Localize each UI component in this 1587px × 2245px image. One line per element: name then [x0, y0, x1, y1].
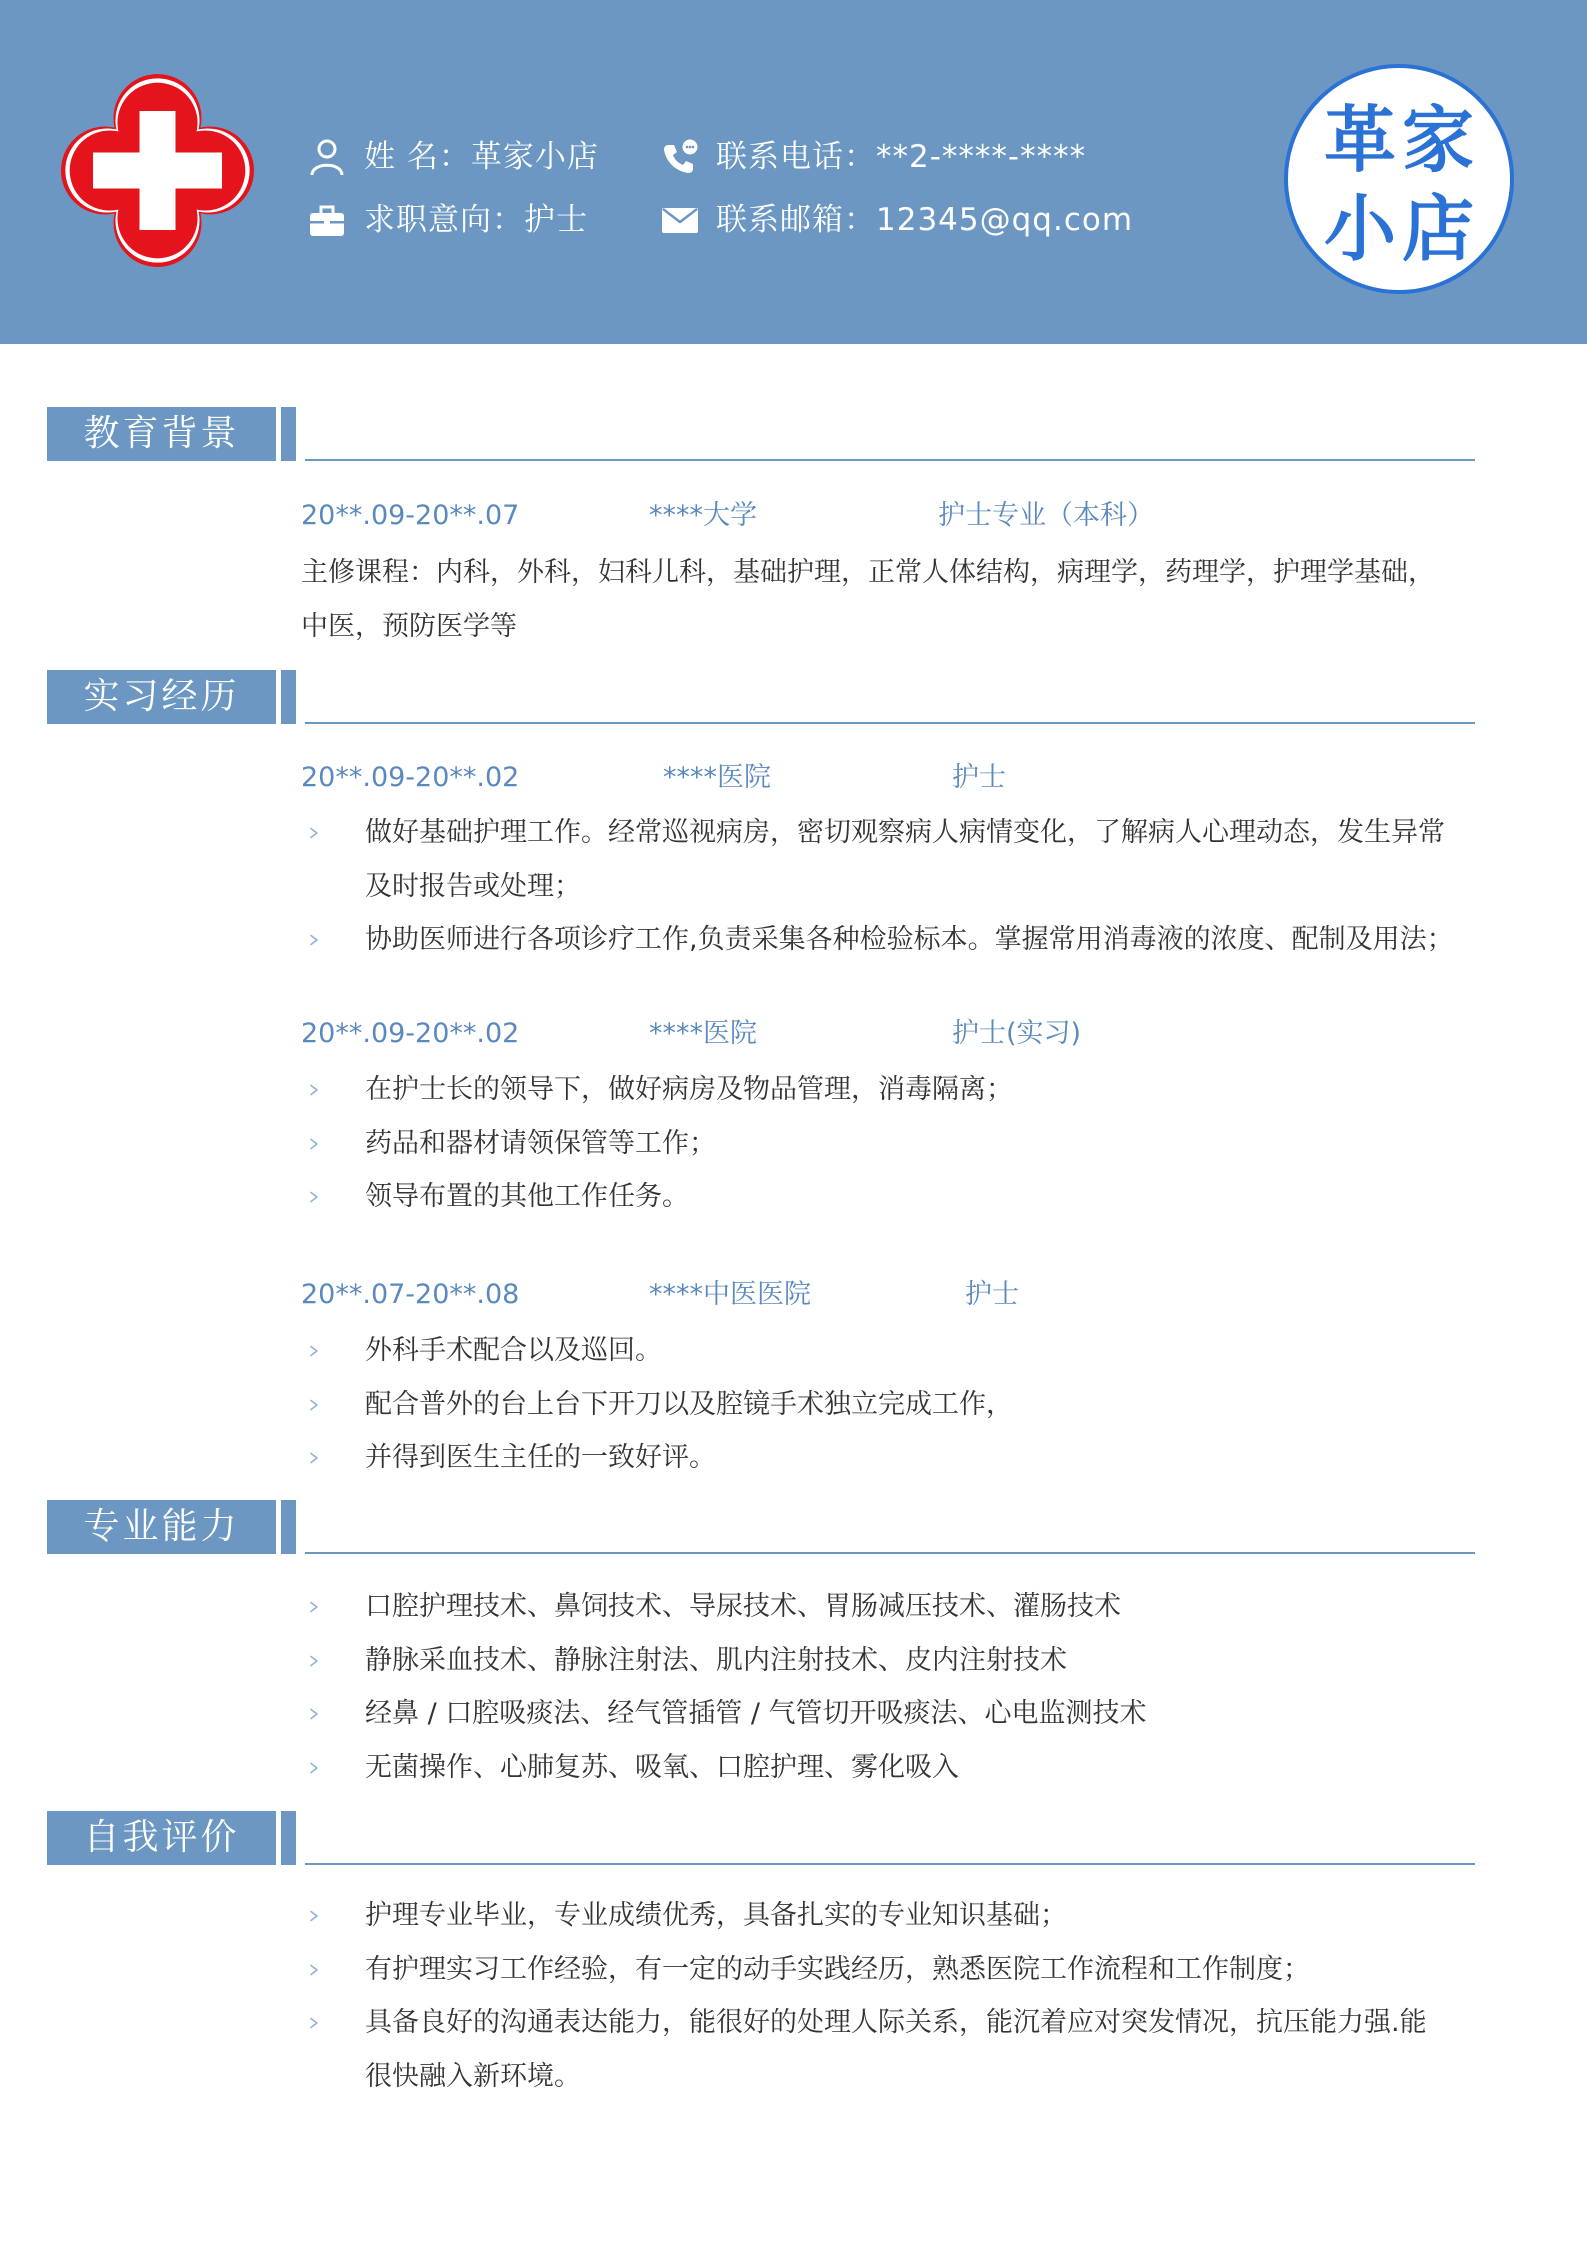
bullet-item	[365, 1889, 1427, 1943]
chevron-right-icon	[308, 1452, 320, 1464]
bullet-text: 静脉采血技术、静脉注射法、肌内注射技术、皮内注射技术	[365, 1644, 1067, 1676]
section-divider	[305, 1552, 1475, 1554]
bullet-text: 经鼻 / 口腔吸痰法、经气管插管 / 气管切开吸痰法、心电监测技术	[365, 1698, 1147, 1730]
experience-hospital: ****医院	[649, 1018, 757, 1049]
section-accent-bar	[281, 670, 296, 724]
bullet-item	[365, 1170, 1013, 1224]
header-band	[0, 0, 1587, 344]
chevron-right-icon	[308, 827, 320, 839]
person-icon	[307, 137, 347, 177]
section-divider	[305, 722, 1475, 724]
bullet-item	[365, 1634, 1147, 1688]
bullet-text: 护理专业毕业，专业成绩优秀，具备扎实的专业知识基础；	[365, 1900, 1067, 1931]
chevron-right-icon	[308, 1964, 320, 1976]
name-field: 姓 名：革家小店	[364, 139, 599, 175]
bullet-text: 协助医师进行各项诊疗工作,负责采集各种检验标本。掌握常用消毒液的浓度、配制及用法；	[365, 924, 1454, 956]
mail-icon	[660, 200, 700, 240]
experience-hospital: ****医院	[663, 762, 771, 793]
experience-list	[365, 1324, 1013, 1485]
section-accent-bar	[281, 1811, 296, 1865]
chevron-right-icon	[308, 1708, 320, 1720]
experience-role: 护士(实习)	[952, 1018, 1082, 1049]
courses-line: 中医，预防医学等	[301, 610, 517, 642]
education-period: 20**.09-20**.07	[301, 500, 520, 531]
section-title: 自我评价	[47, 1811, 276, 1865]
education-major: 护士专业（本科）	[938, 500, 1154, 531]
bullet-item	[365, 1580, 1147, 1634]
email-field: 联系邮箱：12345@qq.com	[716, 202, 1134, 238]
bullet-item	[365, 1117, 1013, 1171]
bullet-text: 领导布置的其他工作任务。	[365, 1181, 689, 1213]
experience-role: 护士	[952, 762, 1006, 793]
experience-row	[301, 1268, 1481, 1322]
objective-field: 求职意向：护士	[364, 202, 588, 238]
education-school: ****大学	[649, 500, 757, 531]
red-cross-logo	[54, 72, 261, 269]
chevron-right-icon	[308, 1910, 320, 1922]
experience-row	[301, 751, 1481, 805]
experience-period: 20**.09-20**.02	[301, 1018, 520, 1049]
chevron-right-icon	[308, 1191, 320, 1203]
courses-line: 主修课程：内科，外科，妇科儿科，基础护理，正常人体结构，病理学，药理学，护理学基础，	[301, 557, 1435, 588]
chevron-right-icon	[308, 1138, 320, 1150]
badge-line-2: 小店	[1323, 186, 1480, 271]
section-experience-header	[0, 670, 1587, 724]
bullet-item	[365, 1741, 1147, 1795]
bullet-text: 配合普外的台上台下开刀以及腔镜手术独立完成工作，	[365, 1388, 1013, 1420]
chevron-right-icon	[308, 1762, 320, 1774]
bullet-text: 有护理实习工作经验，有一定的动手实践经历，熟悉医院工作流程和工作制度；	[365, 1953, 1310, 1985]
bullet-text: 并得到医生主任的一致好评。	[365, 1442, 716, 1474]
education-courses	[301, 546, 1435, 653]
section-divider	[305, 1863, 1475, 1865]
phone-field: 联系电话：**2-****-****	[716, 139, 1087, 175]
bullet-item	[365, 1324, 1013, 1378]
skills-list	[365, 1580, 1147, 1794]
bullet-text: 及时报告或处理；	[365, 870, 581, 902]
badge-line-1: 革家	[1323, 97, 1480, 182]
bullet-text: 具备良好的沟通表达能力，能很好的处理人际关系，能沉着应对突发情况，抗压能力强.能	[365, 2007, 1427, 2039]
section-title: 专业能力	[47, 1500, 276, 1554]
bullet-text: 药品和器材请领保管等工作；	[365, 1127, 716, 1159]
bullet-text: 在护士长的领导下，做好病房及物品管理，消毒隔离；	[365, 1074, 1013, 1105]
shop-badge-logo	[1284, 64, 1514, 294]
chevron-right-icon	[308, 1601, 320, 1613]
experience-row	[301, 1007, 1481, 1061]
section-title: 教育背景	[47, 407, 276, 461]
bullet-item	[365, 1996, 1427, 2103]
briefcase-icon	[307, 200, 347, 240]
experience-period: 20**.07-20**.08	[301, 1279, 520, 1310]
bullet-text: 很快融入新环境。	[365, 2060, 581, 2092]
bullet-item	[365, 913, 1454, 967]
chevron-right-icon	[308, 1655, 320, 1667]
section-accent-bar	[281, 1500, 296, 1554]
bullet-item	[365, 1943, 1427, 1997]
bullet-text: 做好基础护理工作。经常巡视病房，密切观察病人病情变化，了解病人心理动态，发生异常	[365, 817, 1445, 848]
bullet-text: 无菌操作、心肺复苏、吸氧、口腔护理、雾化吸入	[365, 1751, 959, 1783]
chevron-right-icon	[308, 1345, 320, 1357]
section-accent-bar	[281, 407, 296, 461]
bullet-text: 外科手术配合以及巡回。	[365, 1335, 662, 1366]
experience-role: 护士	[965, 1279, 1019, 1310]
experience-hospital: ****中医医院	[649, 1279, 811, 1310]
experience-period: 20**.09-20**.02	[301, 762, 520, 793]
bullet-item	[365, 1378, 1013, 1432]
section-skills-header	[0, 1500, 1587, 1554]
phone-icon	[660, 137, 700, 177]
section-self-evaluation-header	[0, 1811, 1587, 1865]
bullet-item	[365, 1431, 1013, 1485]
chevron-right-icon	[308, 2017, 320, 2029]
bullet-item	[365, 806, 1454, 913]
education-row	[301, 489, 1481, 543]
section-title: 实习经历	[47, 670, 276, 724]
section-divider	[305, 459, 1475, 461]
section-education-header	[0, 407, 1587, 461]
chevron-right-icon	[308, 1399, 320, 1411]
self-evaluation-list	[365, 1889, 1427, 2103]
bullet-text: 口腔护理技术、鼻饲技术、导尿技术、胃肠减压技术、灌肠技术	[365, 1591, 1121, 1622]
experience-list	[365, 1063, 1013, 1224]
experience-list	[365, 806, 1454, 967]
bullet-item	[365, 1687, 1147, 1741]
bullet-item	[365, 1063, 1013, 1117]
chevron-right-icon	[308, 1084, 320, 1096]
chevron-right-icon	[308, 934, 320, 946]
